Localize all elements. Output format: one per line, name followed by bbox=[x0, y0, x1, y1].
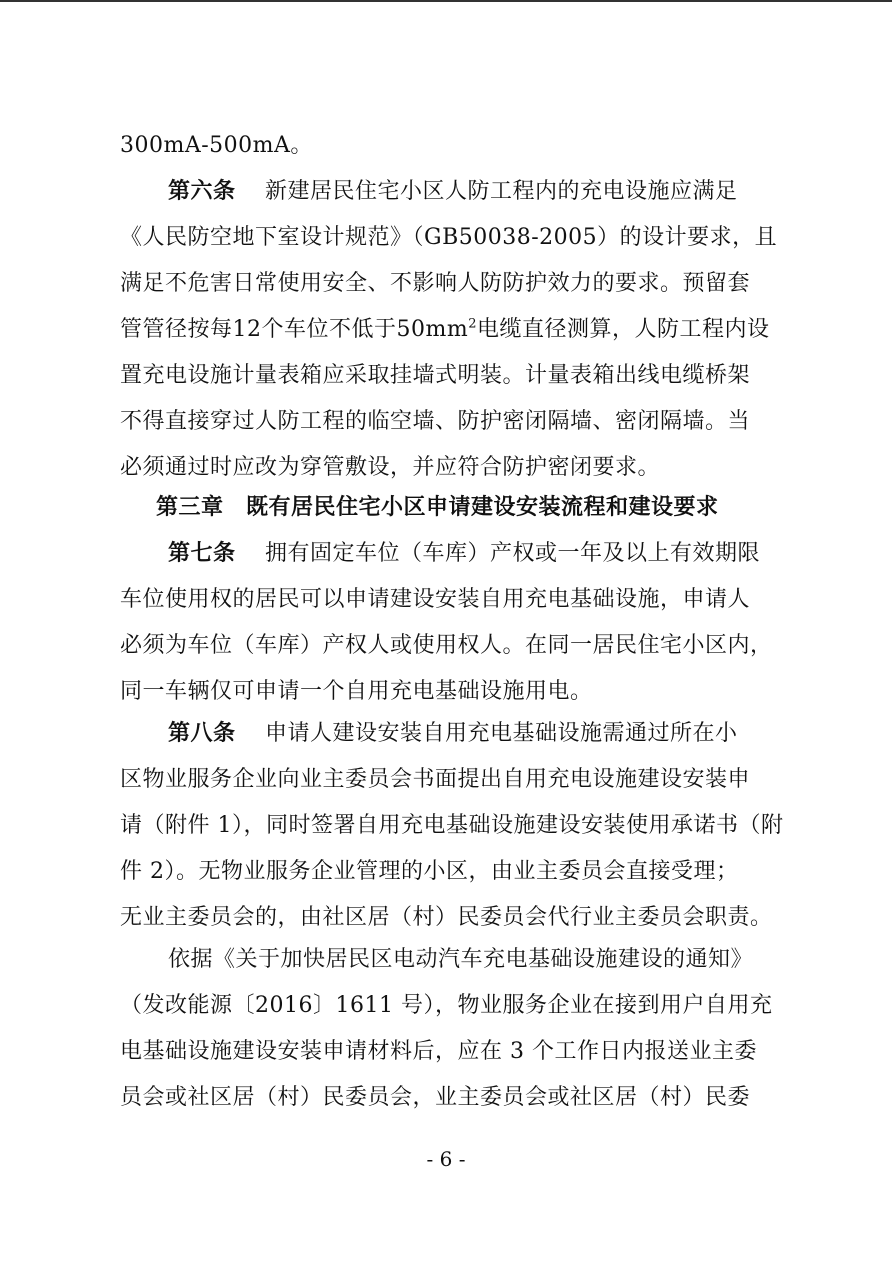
superscript: 2 bbox=[468, 316, 477, 332]
text-line bbox=[120, 1078, 750, 1118]
text-segment: 《人民防空地下室设计规范》（GB50038-2005）的设计要求，且 bbox=[120, 225, 778, 250]
text-line bbox=[120, 760, 750, 800]
article-7-first-line bbox=[168, 534, 760, 574]
text-segment: 同一车辆仅可申请一个自用充电基础设施用电。 bbox=[120, 679, 593, 704]
text-line bbox=[120, 310, 770, 350]
text-line bbox=[120, 898, 773, 938]
text-line bbox=[120, 264, 750, 304]
article-8-first-line bbox=[168, 714, 738, 754]
text-line bbox=[120, 580, 750, 620]
text-line bbox=[120, 852, 739, 892]
text-line bbox=[168, 940, 753, 980]
text-segment: 请（附件 1），同时签署自用充电基础设施建设安装使用承诺书（附 bbox=[120, 813, 784, 838]
text-segment: 电基础设施建设安装申请材料后，应在 3 个工作日内报送业主委 bbox=[120, 1039, 757, 1064]
text-segment: 无业主委员会的，由社区居（村）民委员会代行业主委员会职责。 bbox=[120, 905, 773, 930]
text-segment: 件 2）。无物业服务企业管理的小区，由业主委员会直接受理； bbox=[120, 859, 739, 884]
text-segment: 员会或社区居（村）民委员会，业主委员会或社区居（村）民委 bbox=[120, 1085, 751, 1110]
text-line bbox=[120, 402, 750, 442]
text-line bbox=[120, 986, 772, 1026]
page-number: - 6 - bbox=[426, 1147, 466, 1171]
text-segment: 必须通过时应改为穿管敷设，并应符合防护密闭要求。 bbox=[120, 455, 661, 480]
text-segment: 满足不危害日常使用安全、不影响人防防护效力的要求。预留套 bbox=[120, 271, 751, 296]
article-6-first-line bbox=[168, 172, 738, 212]
chapter-heading bbox=[156, 488, 719, 528]
text-segment: 车位使用权的居民可以申请建设安装自用充电基础设施，申请人 bbox=[120, 587, 751, 612]
top-border-line bbox=[0, 0, 892, 2]
article-label: 第六条 bbox=[168, 179, 236, 204]
text-line bbox=[120, 218, 777, 258]
text-segment: （发改能源〔2016〕1611 号），物业服务企业在接到用户自用充 bbox=[120, 993, 773, 1018]
article-text: 新建居民住宅小区人防工程内的充电设施应满足 bbox=[265, 179, 738, 204]
text-segment: 管管径按每12个车位不低于50mm bbox=[120, 317, 469, 342]
article-text: 拥有固定车位（车库）产权或一年及以上有效期限 bbox=[265, 541, 761, 566]
text-segment: 依据《关于加快居民区电动汽车充电基础设施建设的通知》 bbox=[168, 947, 754, 972]
text-segment: 300mA-500mA。 bbox=[120, 133, 313, 158]
text-segment: 电缆直径测算，人防工程内设 bbox=[477, 317, 770, 342]
text-segment: 置充电设施计量表箱应采取挂墙式明装。计量表箱出线电缆桥架 bbox=[120, 363, 751, 388]
article-text: 申请人建设安装自用充电基础设施需通过所在小 bbox=[265, 721, 738, 746]
text-line bbox=[120, 672, 593, 712]
text-line bbox=[120, 1032, 757, 1072]
text-segment: 不得直接穿过人防工程的临空墙、防护密闭隔墙、密闭隔墙。当 bbox=[120, 409, 751, 434]
text-line bbox=[120, 126, 313, 166]
article-label: 第七条 bbox=[168, 541, 236, 566]
text-line bbox=[120, 806, 784, 846]
text-line bbox=[120, 356, 750, 396]
chapter-title: 第三章 既有居民住宅小区申请建设安装流程和建设要求 bbox=[156, 495, 719, 520]
text-segment: 区物业服务企业向业主委员会书面提出自用充电设施建设安装申 bbox=[120, 767, 751, 792]
article-label: 第八条 bbox=[168, 721, 236, 746]
text-segment: 必须为车位（车库）产权人或使用权人。在同一居民住宅小区内， bbox=[120, 633, 773, 658]
text-line bbox=[120, 448, 660, 488]
text-line bbox=[120, 626, 773, 666]
